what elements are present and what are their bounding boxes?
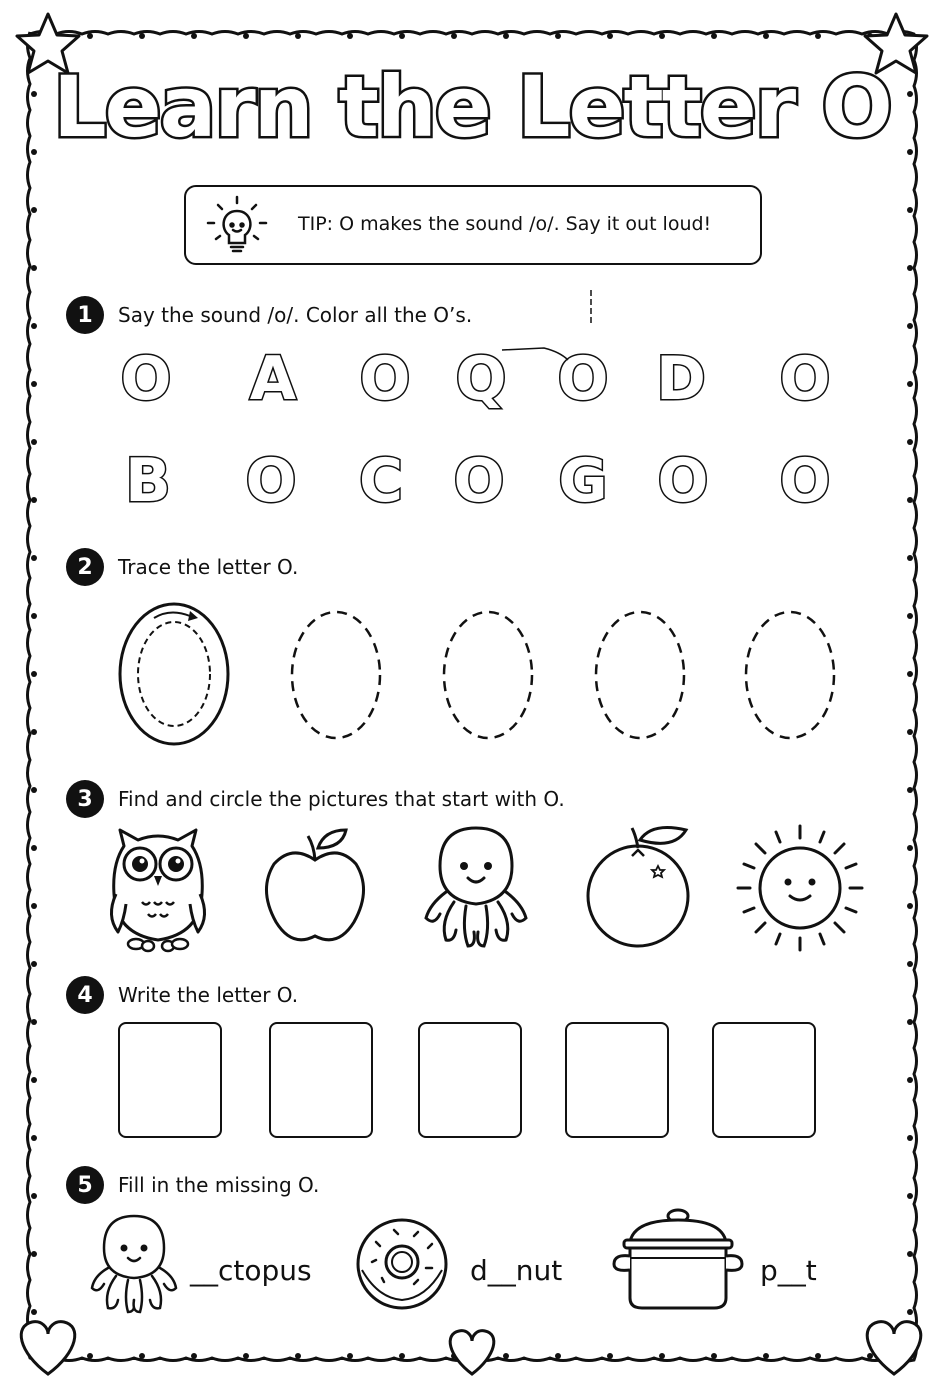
orange-icon[interactable] bbox=[582, 822, 694, 952]
step-3-heading bbox=[66, 780, 565, 818]
letter-bubble[interactable]: O bbox=[779, 446, 831, 516]
octopus-icon bbox=[86, 1212, 182, 1316]
heart-icon bbox=[450, 1331, 494, 1374]
missing-letter-word: d__nut bbox=[470, 1254, 563, 1287]
letter-bubble[interactable]: A bbox=[249, 344, 297, 414]
letter-bubble[interactable]: O bbox=[657, 446, 709, 516]
tip-box bbox=[184, 185, 762, 265]
letter-bubble[interactable]: O bbox=[453, 446, 505, 516]
letter-bubble[interactable]: O bbox=[359, 344, 411, 414]
step-instruction: Say the sound /o/. Color all the O’s. bbox=[118, 303, 473, 327]
step-5-heading bbox=[66, 1166, 319, 1204]
step-number: 1 bbox=[66, 296, 104, 334]
writing-box[interactable] bbox=[418, 1022, 522, 1138]
letter-bubble[interactable]: C bbox=[358, 446, 404, 516]
writing-box[interactable] bbox=[118, 1022, 222, 1138]
step-number: 4 bbox=[66, 976, 104, 1014]
lightbulb-icon bbox=[202, 191, 272, 261]
letter-bubble[interactable]: O bbox=[120, 344, 172, 414]
trace-o-dashed[interactable] bbox=[440, 608, 536, 742]
writing-box[interactable] bbox=[269, 1022, 373, 1138]
letter-bubble[interactable]: G bbox=[558, 446, 608, 516]
heart-icon bbox=[867, 1322, 921, 1374]
pot-icon bbox=[610, 1206, 746, 1314]
letter-bubble[interactable]: O bbox=[779, 344, 831, 414]
octopus-icon[interactable] bbox=[416, 822, 536, 954]
apple-icon[interactable] bbox=[262, 824, 368, 950]
tip-text: TIP: O makes the sound /o/. Say it out loud! bbox=[298, 213, 712, 235]
trace-o-dashed[interactable] bbox=[742, 608, 838, 742]
heart-icon bbox=[21, 1322, 75, 1374]
step-number: 5 bbox=[66, 1166, 104, 1204]
step-1-heading bbox=[66, 296, 472, 334]
letter-bubble[interactable]: Q bbox=[455, 344, 507, 414]
owl-icon[interactable] bbox=[104, 824, 212, 954]
letter-bubble[interactable]: O bbox=[557, 344, 609, 414]
step-2-heading bbox=[66, 548, 298, 586]
stray-line bbox=[494, 286, 604, 366]
step-instruction: Find and circle the pictures that start with O. bbox=[118, 787, 565, 811]
writing-box[interactable] bbox=[565, 1022, 669, 1138]
sun-icon[interactable] bbox=[734, 822, 866, 954]
step-number: 2 bbox=[66, 548, 104, 586]
step-instruction: Trace the letter O. bbox=[118, 555, 299, 579]
page-title: Learn the Letter O bbox=[53, 58, 891, 156]
step-instruction: Fill in the missing O. bbox=[118, 1173, 320, 1197]
letter-bubble[interactable]: D bbox=[656, 344, 706, 414]
letter-bubble[interactable]: B bbox=[125, 446, 171, 516]
step-instruction: Write the letter O. bbox=[118, 983, 299, 1007]
writing-box[interactable] bbox=[712, 1022, 816, 1138]
trace-o-dashed[interactable] bbox=[592, 608, 688, 742]
donut-icon bbox=[354, 1216, 450, 1312]
missing-letter-word: __ctopus bbox=[190, 1254, 312, 1287]
step-number: 3 bbox=[66, 780, 104, 818]
missing-letter-word: p__t bbox=[760, 1254, 817, 1287]
trace-o-dashed[interactable] bbox=[288, 608, 384, 742]
step-4-heading bbox=[66, 976, 298, 1014]
letter-bubble[interactable]: O bbox=[245, 446, 297, 516]
trace-model-o bbox=[110, 598, 240, 752]
